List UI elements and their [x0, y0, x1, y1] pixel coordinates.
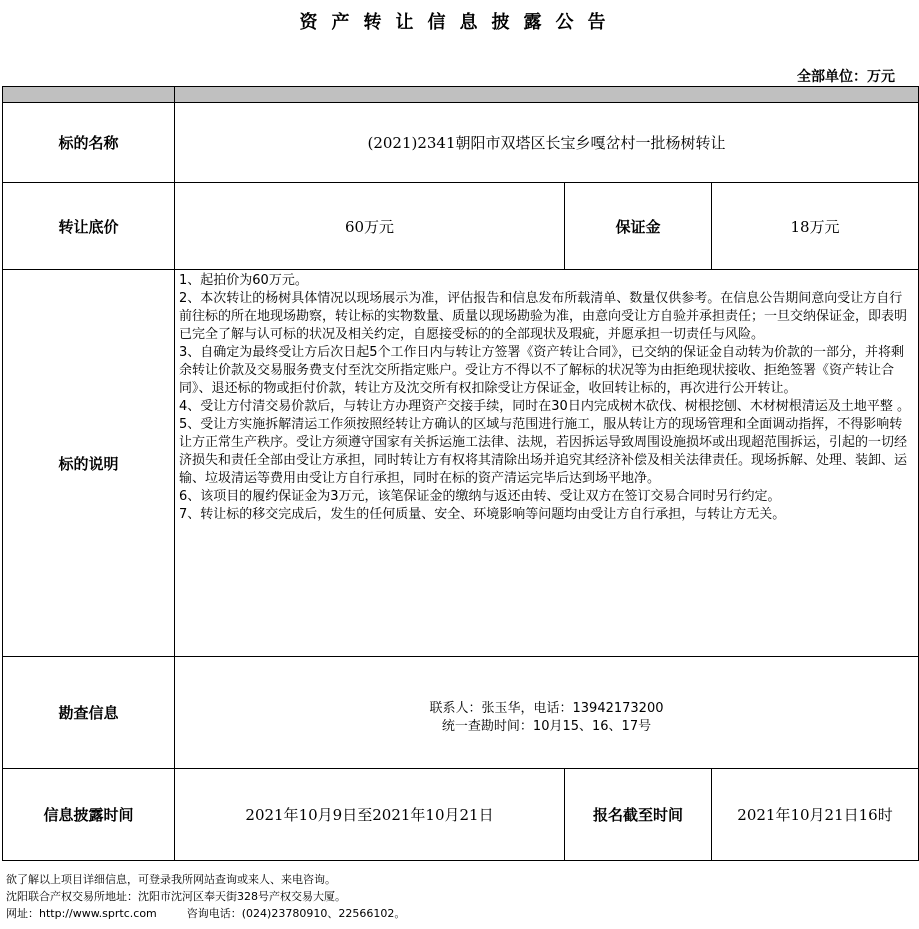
survey-label: 勘查信息 [3, 657, 175, 769]
disclosure-value: 2021年10月9日至2021年10月21日 [175, 769, 565, 861]
price-value: 60万元 [175, 183, 565, 270]
description-item: 4、受让方付清交易价款后，与转让方办理资产交接手续，同时在30日内完成树木砍伐、树根挖刨、木材树根清运及土地平整 。 [179, 399, 910, 414]
description-item: 6、该项目的履约保证金为3万元，该笔保证金的缴纳与返还由转、受让双方在签订交易合同时另行约定。 [179, 489, 781, 504]
footer-line-1: 欲了解以上项目详细信息，可登录我所网站查询或来人、来电咨询。 [6, 873, 336, 886]
description-item: 5、受让方实施拆解清运工作须按照经转让方确认的区域与范围进行施工，服从转让方的现场管理和全面调动指挥，不得影响转让方正常生产秩序。受让方须遵守国家有关拆运施工法律、法规，若因拆运导致周围设施损坏或出现超范围拆运，引起的一切经济损失和责任全部由受让方承担，同时转让方有权将其清除出场并追究其经济补偿及相关法律责任。现场拆解、处理、装卸、运输、垃圾清运等费用由受让方自行承担，同时在标的资产清运完毕后达到场平地净。 [179, 417, 908, 486]
row-description [3, 270, 919, 657]
deadline-value: 2021年10月21日16时 [712, 769, 919, 861]
description-item: 2、本次转让的杨树具体情况以现场展示为准，评估报告和信息发布所载清单、数量仅供参考。在信息公告期间意向受让方自行前往标的所在地现场勘察，转让标的实物数量、质量以现场勘验为准，由意向受让方自验并承担责任；一旦交纳保证金，即表明已完全了解与认可标的状况及相关约定，自愿接受标的的全部现状及瑕疵，并愿承担一切责任与风险。 [179, 291, 908, 342]
deadline-label: 报名截至时间 [565, 769, 712, 861]
deposit-label: 保证金 [565, 183, 712, 270]
subject-name-value: (2021)2341朝阳市双塔区长宝乡嘎岔村一批杨树转让 [175, 103, 919, 183]
row-disclosure [3, 769, 919, 861]
survey-time: 统一查勘时间：10月15、16、17号 [441, 718, 652, 734]
description-item: 3、自确定为最终受让方后次日起5个工作日内与转让方签署《资产转让合同》，已交纳的保证金自动转为价款的一部分，并将剩余转让价款及交易服务费支付至沈交所指定账户。受让方不得以不了解标的状况等为由拒绝现状接收、拒绝签署《资产转让合同》、退还标的物或拒付价款，转让方及沈交所有权扣除受让方保证金，收回转让标的，再次进行公开转让。 [179, 345, 905, 396]
description-item: 7、转让标的移交完成后，发生的任何质量、安全、环境影响等问题均由受让方自行承担，与转让方无关。 [179, 507, 786, 522]
description-item: 1、起拍价为60万元。 [179, 273, 308, 288]
page-title: 资产转让信息披露公告 [299, 12, 620, 33]
footer-phone: 咨询电话：(024)23780910、22566102。 [186, 907, 406, 920]
header-bar [3, 87, 919, 103]
description-label: 标的说明 [3, 270, 175, 657]
description-text [175, 270, 919, 657]
subject-name-label: 标的名称 [3, 103, 175, 183]
unit-note: 全部单位：万元 [797, 69, 895, 85]
row-price [3, 183, 919, 270]
row-survey [3, 657, 919, 769]
row-subject-name [3, 103, 919, 183]
price-label: 转让底价 [3, 183, 175, 270]
footer-line-3 [6, 905, 405, 922]
footer-website: 网址：http://www.sprtc.com [6, 907, 157, 920]
footer-line-2: 沈阳联合产权交易所地址：沈阳市沈河区奉天街328号产权交易大厦。 [6, 890, 346, 903]
deposit-value: 18万元 [712, 183, 919, 270]
footer [6, 871, 405, 922]
disclosure-label: 信息披露时间 [3, 769, 175, 861]
info-table [2, 86, 919, 861]
survey-contact: 联系人：张玉华，电话：13942173200 [429, 700, 664, 716]
survey-info [175, 657, 919, 769]
